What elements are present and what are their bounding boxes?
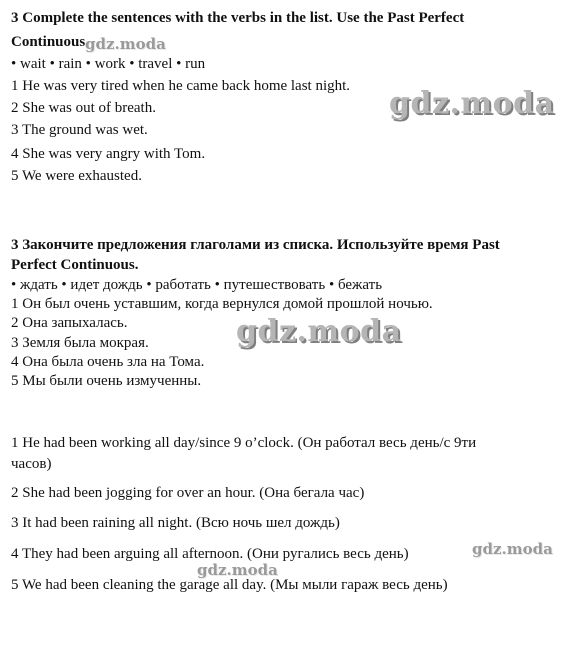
english-sentence-2: 2 She was out of breath.	[11, 100, 156, 116]
answer-3: 3 It had been raining all night. (Всю ночь шел дождь)	[11, 515, 340, 531]
watermark-logo: gdz.moda	[389, 86, 555, 121]
watermark-logo: gdz.moda	[472, 540, 553, 558]
watermark-logo: gdz.moda	[197, 561, 278, 579]
answer-5: 5 We had been cleaning the garage all day. (Мы мыли гараж весь день)	[11, 577, 448, 593]
english-heading-line1: 3 Complete the sentences with the verbs in the list. Use the Past Perfect	[11, 10, 465, 26]
answer-2: 2 She had been jogging for over an hour. (Она бегала час)	[11, 485, 365, 501]
english-sentence-4: 4 She was very angry with Tom.	[11, 146, 206, 162]
watermark-logo: gdz.moda	[236, 314, 402, 349]
russian-heading-line2: Perfect Continuous.	[11, 257, 139, 273]
english-heading-line2: Continuous.	[11, 34, 89, 50]
english-sentence-5: 5 We were exhausted.	[11, 168, 142, 184]
answer-4: 4 They had been arguing all afternoon. (Они ругались весь день)	[11, 546, 409, 562]
english-word-list: • wait • rain • work • travel • run	[11, 56, 206, 72]
russian-sentence-2: 2 Она запыхалась.	[11, 315, 128, 331]
russian-sentence-3: 3 Земля была мокрая.	[11, 335, 149, 351]
english-sentence-3: 3 The ground was wet.	[11, 122, 148, 138]
russian-sentence-5: 5 Мы были очень измученны.	[11, 373, 202, 389]
russian-heading-line1: 3 Закончите предложения глаголами из списка. Используйте время Past	[11, 237, 500, 253]
russian-sentence-4: 4 Она была очень зла на Тома.	[11, 354, 205, 370]
russian-word-list: • ждать • идет дождь • работать • путешествовать • бежать	[11, 277, 383, 293]
answer-1: 1 He had been working all day/since 9 o’clock. (Он работал весь день/с 9ти	[11, 435, 477, 451]
english-sentence-1: 1 He was very tired when he came back home last night.	[11, 78, 351, 94]
watermark-logo: gdz.moda	[85, 35, 166, 53]
answer-1-continued: часов)	[11, 456, 52, 472]
russian-sentence-1: 1 Он был очень уставшим, когда вернулся домой прошлой ночью.	[11, 296, 433, 312]
